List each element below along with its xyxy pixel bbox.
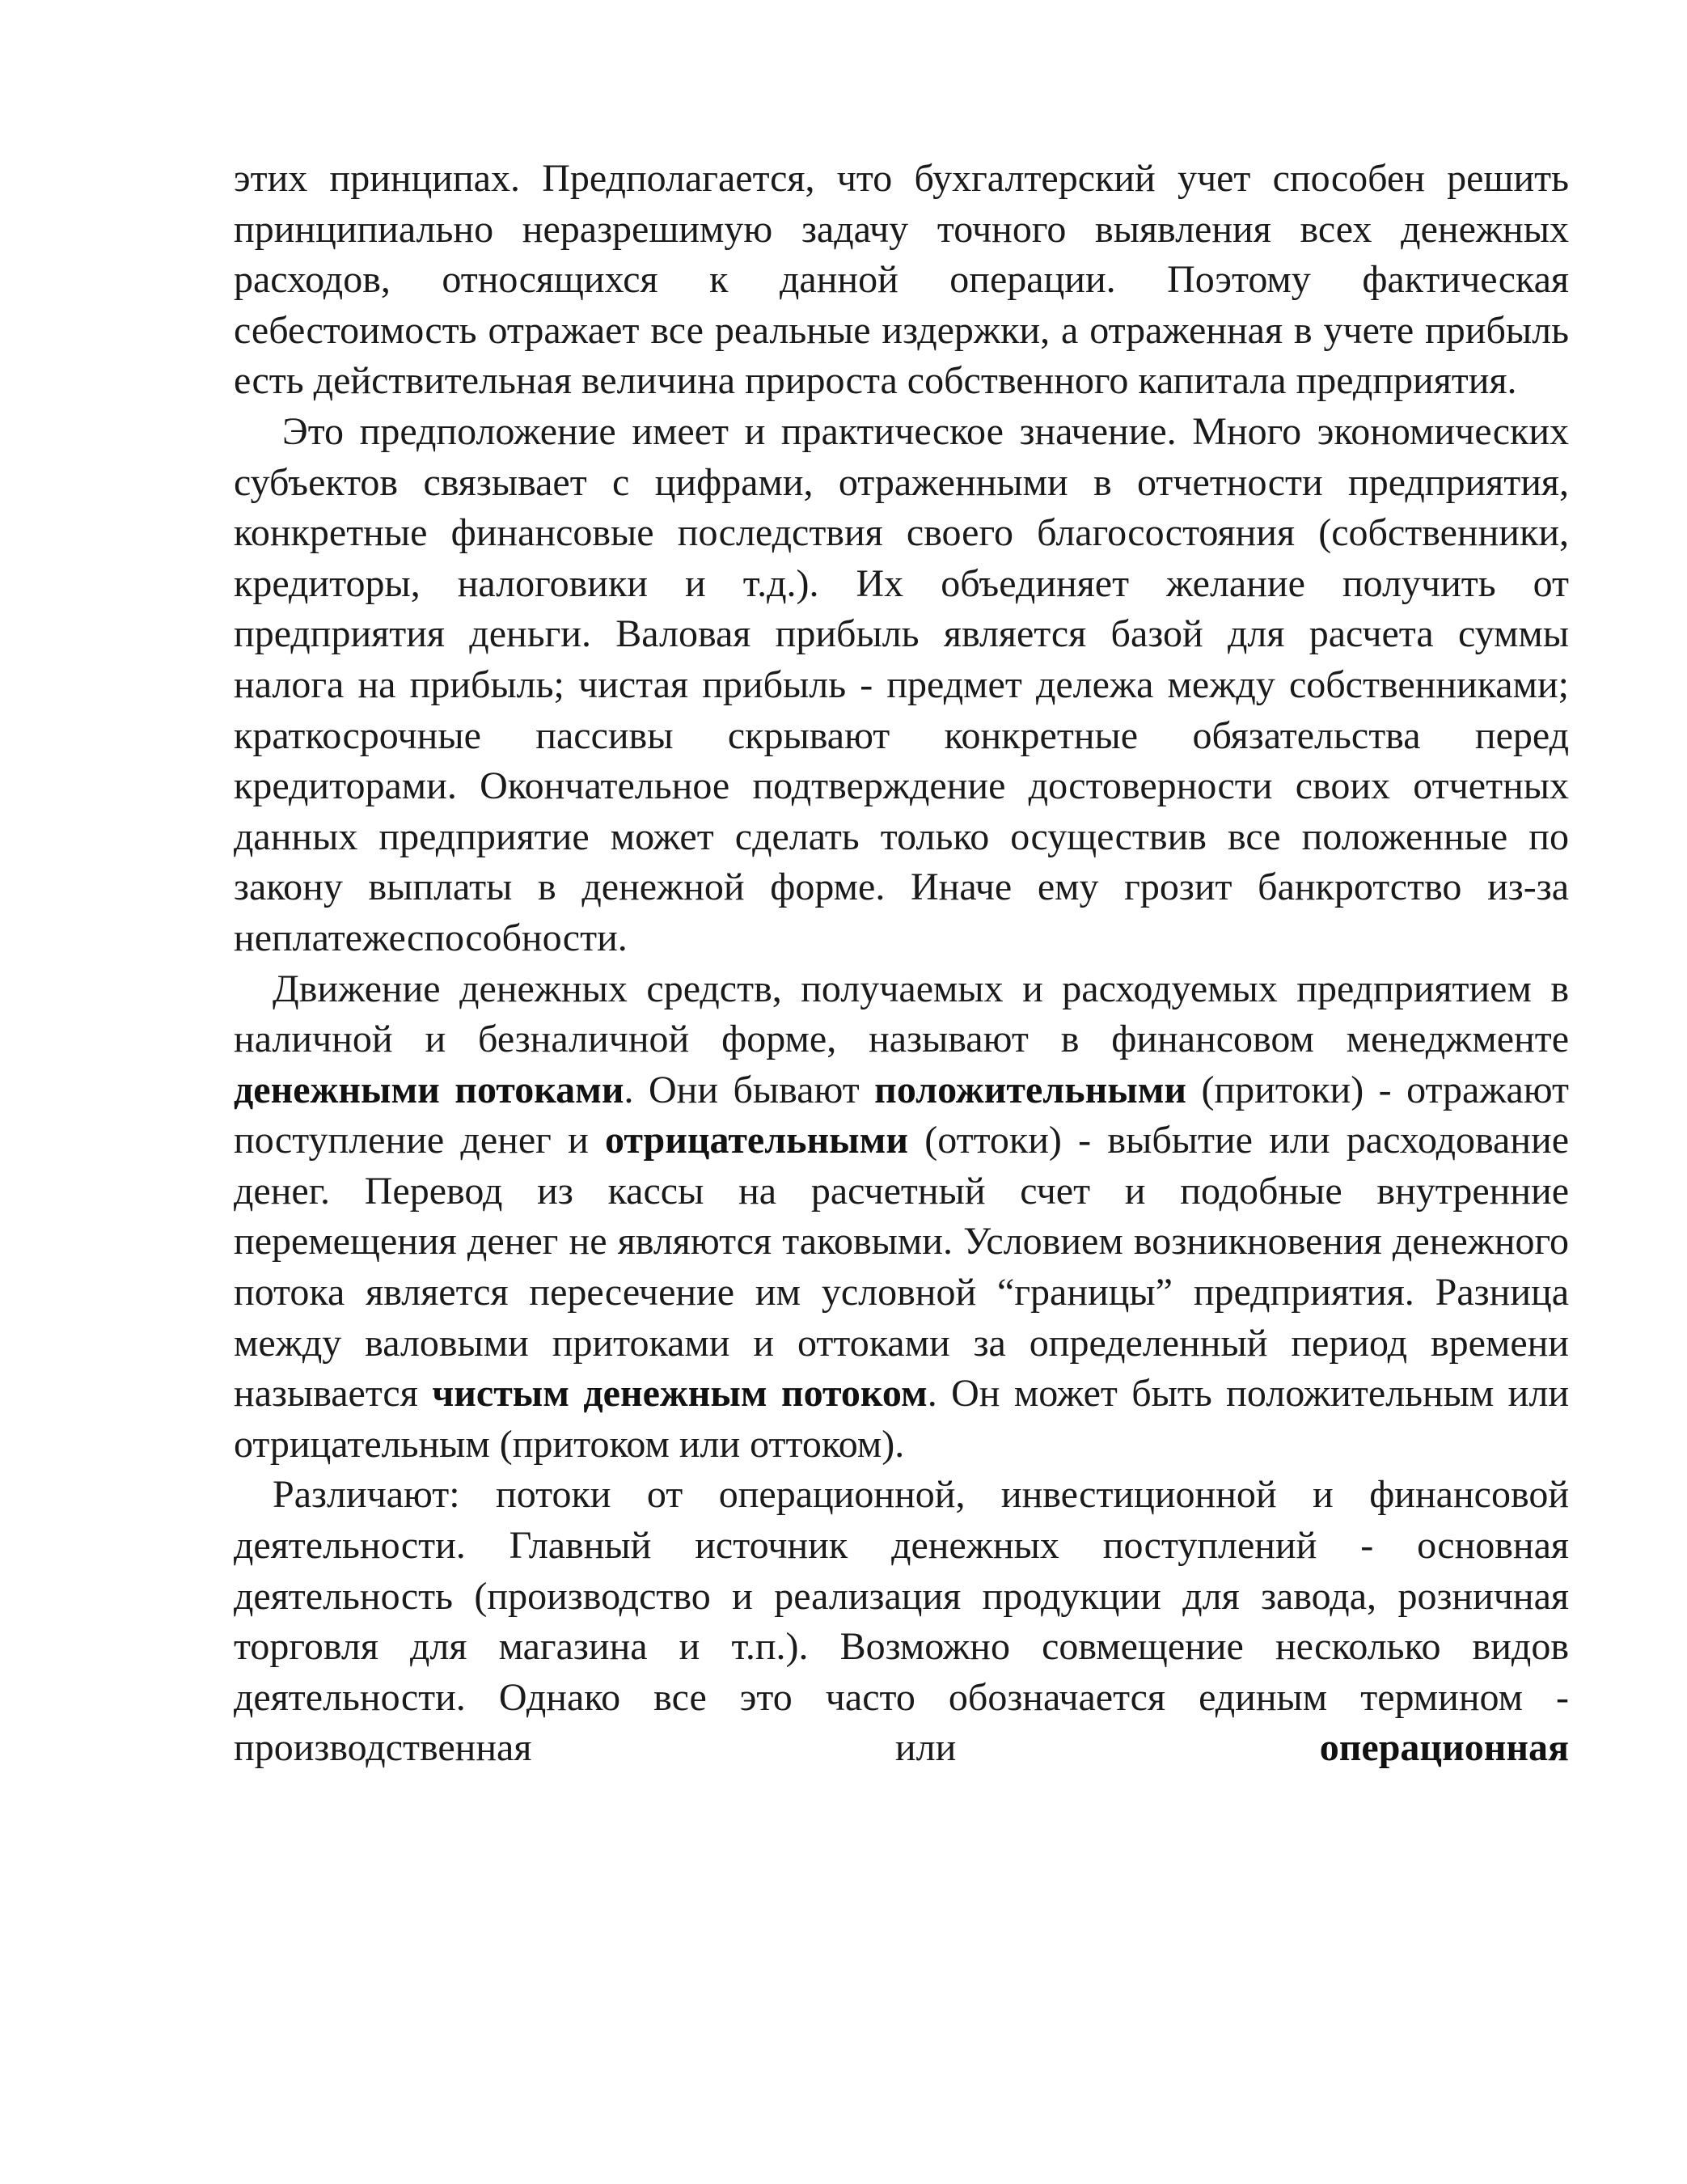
term-net-cash-flow: чистым денежным потоком — [432, 1372, 928, 1416]
term-cash-flows: денежными потоками — [234, 1068, 624, 1111]
paragraph-accounting-principles — [234, 154, 1569, 407]
paragraph-practical-meaning — [234, 407, 1569, 964]
text-segment: (оттоки) - выбытие или расходование денег. Перевод из кассы на расчетный счет и подобные внутренние перемещения денег не являются таковыми. Условием возникновения денежного потока является пересечение им условной “границы” предприятия. Разница между валовыми притоками и оттоками за определенный период времени называется — [234, 1119, 1570, 1416]
document-page — [234, 154, 1569, 1774]
text-segment: Движение денежных средств, получаемых и расходуемых предприятием в наличной и безналичной форме, называют в финансовом менеджменте — [234, 967, 1569, 1061]
text-segment: Различают: потоки от операционной, инвестиционной и финансовой деятельности. Главный источник денежных поступлений - основная деятельность (производство и реализация продукции для завода, розничная торговля для магазина и т.п.). Возможно совмещение несколько видов деятельности. Однако все это часто обозначается единым термином - производственная или — [234, 1473, 1569, 1770]
term-operational: операционная — [1319, 1726, 1569, 1770]
term-positive: положительными — [874, 1068, 1187, 1111]
text-segment: Это предположение имеет и практическое значение. Много экономических субъектов связывает с цифрами, отраженными в отчетности предприятия, конкретные финансовые последствия своего благосостояния (собственники, кредиторы, налоговики и т.д.). Их объединяет желание получить от предприятия деньги. Валовая прибыль является базой для расчета суммы налога на прибыль; чистая прибыль - предмет дележа между собственниками; краткосрочные пассивы скрывают конкретные обязательства перед кредиторами. Окончательное подтверждение достоверности своих отчетных данных предприятие может сделать только осуществив все положенные по закону выплаты в денежной форме. Иначе ему грозит банкротство из-за неплатежеспособности. — [234, 409, 1569, 959]
paragraph-activity-types — [234, 1470, 1569, 1774]
text-segment: этих принципах. Предполагается, что бухгалтерский учет способен решить принципиально неразрешимую задачу точного выявления всех денежных расходов, относящихся к данной операции. Поэтому фактическая себестоимость отражает все реальные издержки, а отраженная в учете прибыль есть действительная величина прироста собственного капитала предприятия. — [234, 157, 1569, 403]
text-segment: . Они бывают — [624, 1068, 875, 1111]
paragraph-cash-flows — [234, 964, 1569, 1471]
text-segment: (притоки) - отражают поступление денег и — [234, 1068, 1570, 1162]
term-negative: отрицательными — [605, 1119, 908, 1162]
text-segment: . Он может быть положительным или отрицательным (притоком или оттоком). — [234, 1372, 1570, 1466]
